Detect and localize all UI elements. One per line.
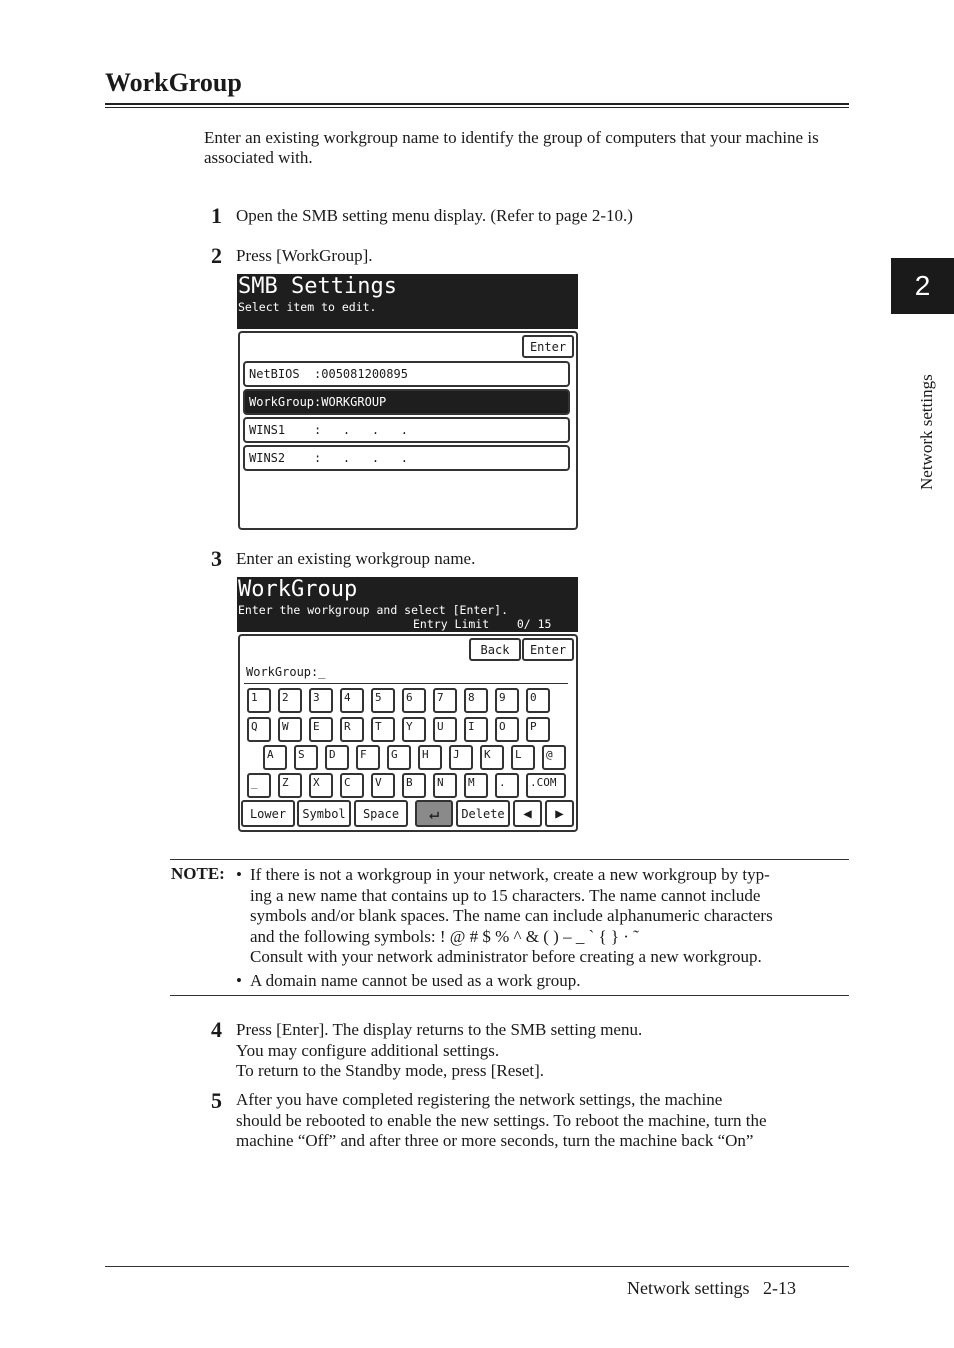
enter-button[interactable]: Enter [522,335,574,358]
setting-row-workgroup[interactable]: WorkGroup:WORKGROUP [243,389,570,415]
screen-title: WorkGroup [238,577,358,602]
key-a[interactable]: A [263,745,287,770]
step-line: should be rebooted to enable the new settings. To reboot the machine, turn the [236,1110,767,1130]
key-c[interactable]: C [340,773,364,798]
key-o[interactable]: O [495,717,519,742]
setting-row-wins1[interactable]: WINS1 : . . . [243,417,570,443]
note-line: ing a new name that contains up to 15 characters. The name cannot include [250,885,761,905]
step-3-number: 3 [211,546,222,571]
setting-row-wins2[interactable]: WINS2 : . . . [243,445,570,471]
key-v[interactable]: V [371,773,395,798]
key-2[interactable]: 2 [278,688,302,713]
step-line: Press [Enter]. The display returns to the SMB setting menu. [236,1020,643,1039]
intro-paragraph: Enter an existing workgroup name to identify the group of computers that your machine is associated with. [204,128,819,167]
key-9[interactable]: 9 [495,688,519,713]
key-l[interactable]: L [511,745,535,770]
note-label: NOTE: [171,864,225,883]
key-e[interactable]: E [309,717,333,742]
entry-limit: Entry Limit 0/ 15 [413,617,552,631]
symbol-button[interactable]: Symbol [297,800,351,827]
lower-button[interactable]: Lower [241,800,295,827]
note-item-1 [250,865,850,968]
key-1[interactable]: 1 [247,688,271,713]
key-d[interactable]: D [325,745,349,770]
space-button[interactable]: Space [354,800,408,827]
step-2-text: Press [WorkGroup]. [236,246,373,265]
footer-rule [105,1266,849,1267]
step-5-text [236,1090,767,1152]
step-3-text: Enter an existing workgroup name. [236,549,476,568]
key-h[interactable]: H [418,745,442,770]
key-p[interactable]: P [526,717,550,742]
title-rule [105,103,849,105]
screen-header [237,577,578,632]
back-button[interactable]: Back [469,638,521,661]
step-4-number: 4 [211,1017,222,1042]
note-item-2: A domain name cannot be used as a work group. [250,971,581,990]
key-b[interactable]: B [402,773,426,798]
note-line: Consult with your network administrator before creating a new workgroup. [250,947,762,966]
footer [627,1278,796,1299]
key-7[interactable]: 7 [433,688,457,713]
key-8[interactable]: 8 [464,688,488,713]
step-line: To return to the Standby mode, press [Reset]. [236,1061,545,1080]
key-period[interactable]: . [495,773,519,798]
setting-row-netbios[interactable]: NetBIOS :005081200895 [243,361,570,387]
chapter-tab: 2 [891,258,954,314]
key-n[interactable]: N [433,773,457,798]
note-bottom-rule [170,995,849,996]
note-line: If there is not a workgroup in your network, create a new workgroup by typ- [250,865,770,884]
step-2-number: 2 [211,243,222,268]
key-6[interactable]: 6 [402,688,426,713]
key-w[interactable]: W [278,717,302,742]
workgroup-input-field[interactable]: WorkGroup:_ [246,665,326,679]
screen-header [237,274,578,329]
step-line: machine “Off” and after three or more seconds, turn the machine back “On” [236,1131,754,1150]
key-t[interactable]: T [371,717,395,742]
key-3[interactable]: 3 [309,688,333,713]
key-r[interactable]: R [340,717,364,742]
smb-settings-screen [237,274,578,530]
key-m[interactable]: M [464,773,488,798]
key-z[interactable]: Z [278,773,302,798]
key-0[interactable]: 0 [526,688,550,713]
key-y[interactable]: Y [402,717,426,742]
key-x[interactable]: X [309,773,333,798]
step-1-text: Open the SMB setting menu display. (Refer to page 2-10.) [236,206,633,225]
workgroup-entry-screen [237,577,578,832]
screen-subtitle: Select item to edit. [238,300,377,314]
footer-section: Network settings [627,1278,750,1298]
screen-subtitle: Enter the workgroup and select [Enter]. [238,603,509,617]
note-bullet-1: • [236,865,242,884]
enter-button[interactable]: Enter [522,638,574,661]
key-dotcom[interactable]: .COM [526,773,566,798]
key-s[interactable]: S [294,745,318,770]
key-f[interactable]: F [356,745,380,770]
key-j[interactable]: J [449,745,473,770]
key-u[interactable]: U [433,717,457,742]
step-line: After you have completed registering the network settings, the machine [236,1090,723,1109]
note-line: and the following symbols: ! @ # $ % ^ & ( ) – _ ` { } · ˜ [250,926,639,946]
title-rule-thin [105,107,849,108]
footer-page-number: 2-13 [762,1278,796,1298]
page-title: WorkGroup [105,68,242,97]
key-5[interactable]: 5 [371,688,395,713]
key-i[interactable]: I [464,717,488,742]
key-g[interactable]: G [387,745,411,770]
note-line: symbols and/or blank spaces. The name can include alphanumeric characters [250,906,773,925]
note-bullet-2: • [236,971,242,990]
cursor-left-button[interactable]: ◀ [513,800,542,827]
step-4-text [236,1020,642,1082]
input-underline [244,683,568,684]
step-5-number: 5 [211,1088,222,1113]
screen-title: SMB Settings [238,274,397,299]
cursor-right-button[interactable]: ▶ [545,800,574,827]
side-section-label: Network settings [917,374,936,490]
key-at[interactable]: @ [542,745,566,770]
note-top-rule [170,859,849,860]
step-1-number: 1 [211,203,222,228]
key-k[interactable]: K [480,745,504,770]
delete-button[interactable]: Delete [456,800,510,827]
key-q[interactable]: Q [247,717,271,742]
key-4[interactable]: 4 [340,688,364,713]
key-underscore[interactable]: _ [247,773,271,798]
step-line: You may configure additional settings. [236,1040,500,1060]
return-key-button[interactable]: ↵ [415,800,453,827]
